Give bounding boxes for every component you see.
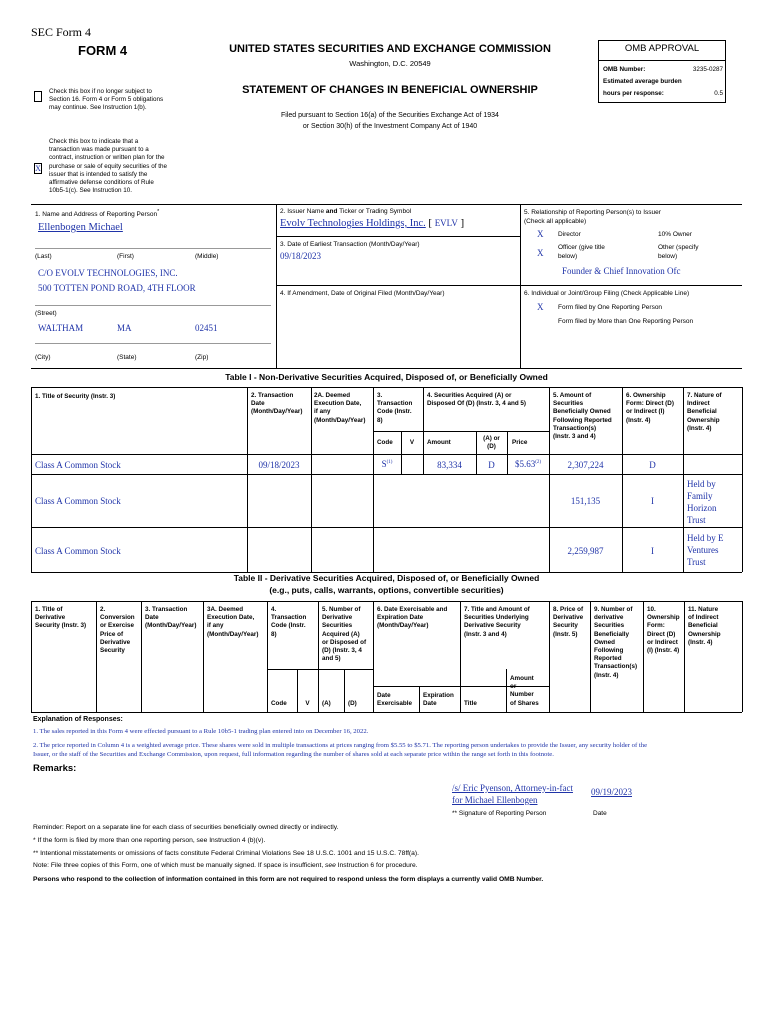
state: MA bbox=[117, 323, 132, 333]
t2-col-underlying: Securities Underlying bbox=[464, 614, 529, 622]
ten-percent-owner-label: 10% Owner bbox=[658, 231, 692, 238]
issuer-name: Evolv Technologies Holdings, Inc. bbox=[280, 218, 426, 229]
t1-col-date: 2. Transaction bbox=[251, 392, 294, 399]
t1-col-nature: Indirect bbox=[687, 400, 710, 408]
t2-col-deemed: 3A. Deemed bbox=[207, 606, 244, 613]
address-line-2: 500 TOTTEN POND ROAD, 4TH FLOOR bbox=[38, 283, 196, 293]
checkbox2-text: purchase or sale of equity securities of the bbox=[49, 162, 167, 170]
t2-col-deemed: Execution Date, bbox=[207, 614, 255, 622]
t1-col-form: or Indirect (I) bbox=[626, 408, 665, 416]
t2-col-form: Direct (D) bbox=[647, 630, 676, 638]
t2-sub-a: (A) bbox=[322, 700, 331, 707]
t1-col-owned: Following Reported bbox=[553, 416, 612, 424]
t1-row1-aord: D bbox=[488, 460, 495, 470]
t2-col-nature: of Indirect bbox=[688, 614, 719, 622]
t2-col-price: 8. Price of bbox=[553, 606, 584, 613]
section5-label: 5. Relationship of Reporting Person(s) to Issuer bbox=[524, 209, 661, 216]
t2-col-form: Ownership bbox=[647, 614, 680, 622]
t2-col-conversion: 2. bbox=[100, 606, 106, 613]
t2-col-conversion: Security bbox=[100, 647, 125, 655]
footnote-2: 2. The price reported in Column 4 is a weighted average price. These shares were sold in multiple transactions at prices ranging from $5.55 to $5.71. The reporting person undertakes to provide the Issuer, any security holder of the bbox=[33, 742, 648, 749]
checkbox1-text: Check this box if no longer subject to bbox=[49, 88, 152, 95]
t1-row2-form: I bbox=[651, 496, 654, 506]
t2-col-owned: 9. Number of bbox=[594, 606, 633, 613]
t1-col-deemed: if any bbox=[314, 408, 331, 416]
t1-col-code: Transaction bbox=[377, 400, 413, 408]
table2-subtitle: (e.g., puts, calls, warrants, options, convertible securities) bbox=[269, 585, 504, 595]
checkbox2-text: affirmative defense conditions of Rule bbox=[49, 179, 154, 187]
checkbox2-text: Check this box to indicate that a bbox=[49, 138, 139, 145]
section4-label: 4. If Amendment, Date of Original Filed (Month/Day/Year) bbox=[280, 290, 445, 297]
t1-col-deemed: Execution Date, bbox=[314, 400, 362, 408]
t2-col-code: 8) bbox=[271, 630, 277, 638]
t1-row3-nature: Trust bbox=[687, 557, 706, 567]
earliest-transaction-date: 09/18/2023 bbox=[280, 251, 322, 261]
footnote-1: 1. The sales reported in this Form 4 were effected pursuant to a Rule 10b5-1 trading plan entered into on December 16, 2022. bbox=[33, 728, 369, 735]
section6-label: 6. Individual or Joint/Group Filing (Check Applicable Line) bbox=[524, 290, 690, 297]
t1-row3-owned: 2,259,987 bbox=[567, 546, 604, 556]
first-label: (First) bbox=[117, 253, 134, 260]
t1-col-owned: 5. Amount of bbox=[553, 392, 592, 399]
t2-sub-amount: of Shares bbox=[510, 699, 539, 707]
t2-col-owned: Reported bbox=[594, 655, 622, 663]
officer-label: Officer (give title bbox=[558, 244, 605, 251]
middle-label: (Middle) bbox=[195, 253, 219, 260]
officer-checkbox[interactable]: X bbox=[537, 248, 544, 258]
director-checkbox[interactable]: X bbox=[537, 229, 544, 239]
copies-note-see: see bbox=[325, 862, 336, 869]
t2-col-date: (Month/Day/Year) bbox=[145, 622, 197, 630]
signature-line: for Michael Ellenbogen bbox=[452, 795, 538, 805]
omb-hours-label: hours per response: bbox=[603, 90, 664, 97]
t1-row3-nature: Ventures bbox=[687, 545, 719, 555]
t1-col-form: Form: Direct (D) bbox=[626, 400, 674, 408]
sec-form-label: SEC Form 4 bbox=[31, 25, 92, 39]
t1-row2-title: Class A Common Stock bbox=[35, 496, 121, 506]
t1-row1-owned: 2,307,224 bbox=[567, 460, 604, 470]
t2-col-conversion: Conversion bbox=[100, 614, 135, 622]
t1-row3-title: Class A Common Stock bbox=[35, 546, 121, 556]
t2-col-deemed: (Month/Day/Year) bbox=[207, 630, 259, 638]
copies-note-end: Instruction 6 for procedure. bbox=[335, 862, 418, 869]
t1-col-date: Date bbox=[251, 400, 265, 408]
ticker-symbol: EVLV bbox=[434, 218, 458, 228]
t1-sub-price: Price bbox=[512, 439, 528, 446]
t2-col-title: 1. Title of bbox=[35, 606, 63, 613]
t1-row1-title: Class A Common Stock bbox=[35, 460, 121, 470]
footnote-2: Issuer, or the staff of the Securities and Exchange Commission, upon request, full information regarding the number of shares sold at each separate price within the range set forth in this footnote. bbox=[33, 751, 554, 758]
t2-col-owned: Securities bbox=[594, 622, 625, 630]
t2-col-title: Security (Instr. 3) bbox=[35, 622, 87, 630]
t1-col-owned: Securities bbox=[553, 400, 584, 408]
t1-row1-code-footnote: (1) bbox=[386, 460, 393, 465]
section1-label: 1. Name and Address of Reporting Person bbox=[35, 211, 158, 219]
t2-col-price: Derivative bbox=[553, 614, 584, 622]
omb-number: 3235-0287 bbox=[692, 66, 723, 73]
t1-row2-nature: Family bbox=[687, 491, 713, 501]
explanation-title: Explanation of Responses: bbox=[33, 716, 123, 723]
checkbox2-text: 10b5-1(c). See Instruction 10. bbox=[49, 187, 132, 195]
section3-label: 3. Date of Earliest Transaction (Month/Day/Year) bbox=[280, 241, 420, 248]
t1-col-owned: (Instr. 3 and 4) bbox=[553, 433, 596, 441]
t2-col-price: Security bbox=[553, 622, 578, 630]
t2-col-code: 4. bbox=[271, 606, 277, 613]
one-person-checkbox[interactable]: X bbox=[537, 302, 544, 312]
copies-note: Note: File three copies of this Form, one of which must be manually signed. If space is insufficient, bbox=[33, 862, 326, 869]
section2-label-a: 2. Issuer Name bbox=[280, 208, 326, 215]
t2-col-number: or Disposed of bbox=[322, 638, 367, 646]
t1-row1-form: D bbox=[649, 460, 656, 470]
filed-pursuant-1: Filed pursuant to Section 16(a) of the Securities Exchange Act of 1934 bbox=[281, 112, 499, 119]
t2-sub-expiration: Expiration bbox=[423, 692, 454, 699]
t2-col-underlying: Derivative Security bbox=[464, 622, 521, 630]
officer-label: below) bbox=[558, 253, 578, 260]
t1-sub-code: Code bbox=[377, 439, 393, 446]
t1-sub-amount: Amount bbox=[427, 439, 451, 446]
t2-sub-date-exercisable: Date bbox=[377, 692, 391, 699]
t1-col-code: Code (Instr. bbox=[377, 408, 412, 416]
t2-col-number: and 5) bbox=[322, 655, 341, 663]
t2-col-title: Derivative bbox=[35, 614, 66, 622]
no-longer-subject-checkbox[interactable] bbox=[34, 91, 42, 102]
t1-row1-code: S bbox=[381, 459, 387, 469]
t2-col-form: 10. bbox=[647, 606, 656, 613]
remarks-title: Remarks: bbox=[33, 763, 77, 774]
t1-col-acquired: 4. Securities Acquired (A) or bbox=[427, 392, 512, 399]
t1-col-acquired: Disposed Of (D) (Instr. 3, 4 and 5) bbox=[427, 400, 527, 408]
filed-pursuant-2: or Section 30(h) of the Investment Company Act of 1940 bbox=[302, 123, 478, 130]
t1-sub-aord: (A) or bbox=[483, 435, 500, 442]
t2-col-code: Transaction bbox=[271, 614, 307, 622]
t2-col-code: Code (Instr. bbox=[271, 622, 306, 630]
double-star-note: ** Intentional misstatements or omissions of facts constitute Federal Criminal Violations See 18 U.S.C. 1001 and 15 U.S.C. 78ff(a). bbox=[33, 850, 419, 857]
star-note: * If the form is filed by more than one reporting person, see Instruction 4 (b)(v). bbox=[33, 837, 266, 844]
t1-row2-nature: Trust bbox=[687, 515, 706, 525]
other-label: Other (specify bbox=[658, 244, 699, 251]
t2-sub-expiration: Date bbox=[423, 700, 437, 708]
t1-col-nature: Beneficial bbox=[687, 408, 717, 416]
t1-col-nature: (Instr. 4) bbox=[687, 424, 712, 432]
t2-col-nature: 11. Nature bbox=[688, 606, 719, 613]
checkbox2-text: contract, instruction or written plan for the bbox=[49, 154, 165, 162]
t2-col-owned: Beneficially bbox=[594, 630, 629, 638]
city-label: (City) bbox=[35, 354, 51, 361]
t1-col-form: (Instr. 4) bbox=[626, 416, 651, 424]
t2-col-form: (I) (Instr. 4) bbox=[647, 647, 680, 655]
t2-col-number: 5. Number of bbox=[322, 606, 361, 613]
commission-title: UNITED STATES SECURITIES AND EXCHANGE COMMISSION bbox=[229, 43, 551, 55]
statement-title: STATEMENT OF CHANGES IN BENEFICIAL OWNERSHIP bbox=[242, 84, 538, 96]
t2-col-exercisable: Expiration Date bbox=[377, 614, 424, 622]
director-label: Director bbox=[558, 231, 581, 238]
checkbox1-text: Section 16. Form 4 or Form 5 obligations bbox=[49, 96, 164, 104]
t2-col-owned: derivative bbox=[594, 614, 624, 622]
t2-sub-d: (D) bbox=[348, 700, 357, 707]
table2-title: Table II - Derivative Securities Acquired, Disposed of, or Beneficially Owned bbox=[233, 573, 540, 583]
t2-col-conversion: Derivative bbox=[100, 638, 131, 646]
t2-col-underlying: 7. Title and Amount of bbox=[464, 606, 530, 613]
t2-col-nature: Beneficial bbox=[688, 622, 718, 630]
t2-col-date: 3. Transaction bbox=[145, 606, 188, 613]
t1-row1-amount: 83,334 bbox=[437, 460, 462, 470]
t2-col-owned: Following bbox=[594, 647, 624, 655]
t1-row1-price: $5.63 bbox=[514, 459, 536, 469]
t1-row1-date: 09/18/2023 bbox=[258, 460, 300, 470]
section5-label: (Check all applicable) bbox=[524, 218, 587, 225]
checkbox2-text: issuer that is intended to satisfy the bbox=[49, 170, 148, 178]
t1-row3-nature: Held by E bbox=[687, 533, 724, 543]
t2-col-date: Date bbox=[145, 614, 159, 622]
t1-row1-price-footnote: (2) bbox=[535, 460, 542, 465]
street-label: (Street) bbox=[35, 310, 57, 317]
t2-col-deemed: if any bbox=[207, 622, 224, 630]
omb-hours: 0.5 bbox=[714, 90, 723, 97]
asterisk: * bbox=[157, 209, 160, 215]
t1-col-title: 1. Title of Security (Instr. 3) bbox=[35, 393, 116, 400]
t2-col-owned: Transaction(s) bbox=[594, 663, 638, 671]
one-person-label: Form filed by One Reporting Person bbox=[558, 304, 663, 311]
rule-10b5-1-checkbox[interactable]: X bbox=[35, 164, 41, 173]
t1-col-nature: Ownership bbox=[687, 416, 720, 424]
t1-row2-nature: Horizon bbox=[687, 503, 717, 513]
table1-title: Table I - Non-Derivative Securities Acquired, Disposed of, or Beneficially Owned bbox=[225, 372, 548, 382]
t2-sub-code: Code bbox=[271, 700, 287, 707]
last-label: (Last) bbox=[35, 253, 52, 260]
t2-col-nature: Ownership bbox=[688, 630, 721, 638]
zip: 02451 bbox=[195, 323, 218, 333]
t2-sub-amount: or bbox=[510, 683, 517, 691]
t1-sub-aord: (D) bbox=[487, 443, 496, 451]
city: WALTHAM bbox=[38, 323, 84, 333]
date-label: Date bbox=[593, 810, 607, 817]
officer-title: Founder & Chief Innovation Ofc bbox=[562, 266, 681, 276]
checkbox2-text: transaction was made pursuant to a bbox=[49, 146, 149, 154]
t1-col-deemed: 2A. Deemed bbox=[314, 392, 351, 399]
omb-approval-label: OMB APPROVAL bbox=[624, 43, 700, 54]
omb-number-label: OMB Number: bbox=[603, 66, 646, 73]
ticker-open: [ bbox=[428, 217, 433, 229]
reporting-person-name: Ellenbogen Michael bbox=[38, 222, 123, 233]
t1-col-owned: Beneficially Owned bbox=[553, 408, 611, 416]
t1-sub-v: V bbox=[409, 439, 415, 446]
t2-sub-v: V bbox=[305, 700, 310, 707]
t1-col-nature: 7. Nature of bbox=[687, 392, 722, 399]
t2-col-price: (Instr. 5) bbox=[553, 630, 578, 638]
t2-col-number: Derivative bbox=[322, 614, 353, 622]
t2-sub-amount: Number bbox=[510, 691, 534, 699]
omb-persons-note: Persons who respond to the collection of information contained in this form are not required to respond unless the form displays a currently valid OMB Number. bbox=[33, 876, 544, 883]
t2-col-number: Acquired (A) bbox=[322, 630, 360, 638]
t2-col-owned: (Instr. 4) bbox=[594, 671, 619, 679]
address-line-1: C/O EVOLV TECHNOLOGIES, INC. bbox=[38, 268, 178, 278]
state-label: (State) bbox=[117, 354, 137, 361]
form-title: FORM 4 bbox=[78, 43, 128, 58]
t1-row3-form: I bbox=[651, 546, 654, 556]
commission-location: Washington, D.C. 20549 bbox=[349, 59, 431, 68]
t2-col-number: Securities bbox=[322, 622, 353, 630]
checkbox1-text: may continue. See Instruction 1(b). bbox=[49, 104, 147, 112]
t1-col-date: (Month/Day/Year) bbox=[251, 408, 303, 416]
t2-sub-amount: Amount bbox=[510, 675, 534, 682]
t2-col-number: (D) (Instr. 3, 4 bbox=[322, 647, 362, 655]
zip-label: (Zip) bbox=[195, 354, 209, 361]
more-than-one-label: Form filed by More than One Reporting Person bbox=[558, 318, 694, 325]
omb-burden-label: Estimated average burden bbox=[603, 78, 682, 85]
reminder-note: Reminder: Report on a separate line for each class of securities beneficially owned directly or indirectly. bbox=[33, 824, 339, 831]
t1-row2-nature: Held by bbox=[687, 479, 716, 489]
t1-row2-owned: 151,135 bbox=[570, 496, 601, 506]
section2-label-b: Ticker or Trading Symbol bbox=[337, 208, 412, 215]
section2-label-and: and bbox=[325, 208, 338, 215]
signature-date: 09/19/2023 bbox=[591, 787, 633, 797]
t2-col-form: or Indirect bbox=[647, 638, 678, 646]
t2-sub-title: Title bbox=[464, 700, 477, 707]
t2-col-conversion: Price of bbox=[100, 630, 124, 638]
signature-label: ** Signature of Reporting Person bbox=[452, 810, 547, 817]
t1-col-form: 6. Ownership bbox=[626, 392, 666, 399]
t2-col-exercisable: (Month/Day/Year) bbox=[377, 622, 429, 630]
t2-sub-date-exercisable: Exercisable bbox=[377, 700, 413, 708]
t1-col-code: 8) bbox=[377, 416, 383, 424]
signature-line: /s/ Eric Pyenson, Attorney-in-fact bbox=[452, 783, 573, 793]
other-label: below) bbox=[658, 253, 678, 260]
t2-col-underlying: (Instr. 3 and 4) bbox=[464, 630, 507, 638]
ticker-close: ] bbox=[460, 217, 465, 229]
t2-col-owned: Owned bbox=[594, 638, 615, 646]
t1-col-code: 3. bbox=[377, 392, 383, 399]
t1-col-owned: Transaction(s) bbox=[553, 424, 597, 432]
t2-col-conversion: or Exercise bbox=[100, 622, 134, 630]
t2-col-nature: (Instr. 4) bbox=[688, 638, 713, 646]
t2-col-exercisable: 6. Date Exercisable and bbox=[377, 606, 448, 613]
t2-col-form: Form: bbox=[647, 622, 665, 630]
t1-col-deemed: (Month/Day/Year) bbox=[314, 416, 366, 424]
